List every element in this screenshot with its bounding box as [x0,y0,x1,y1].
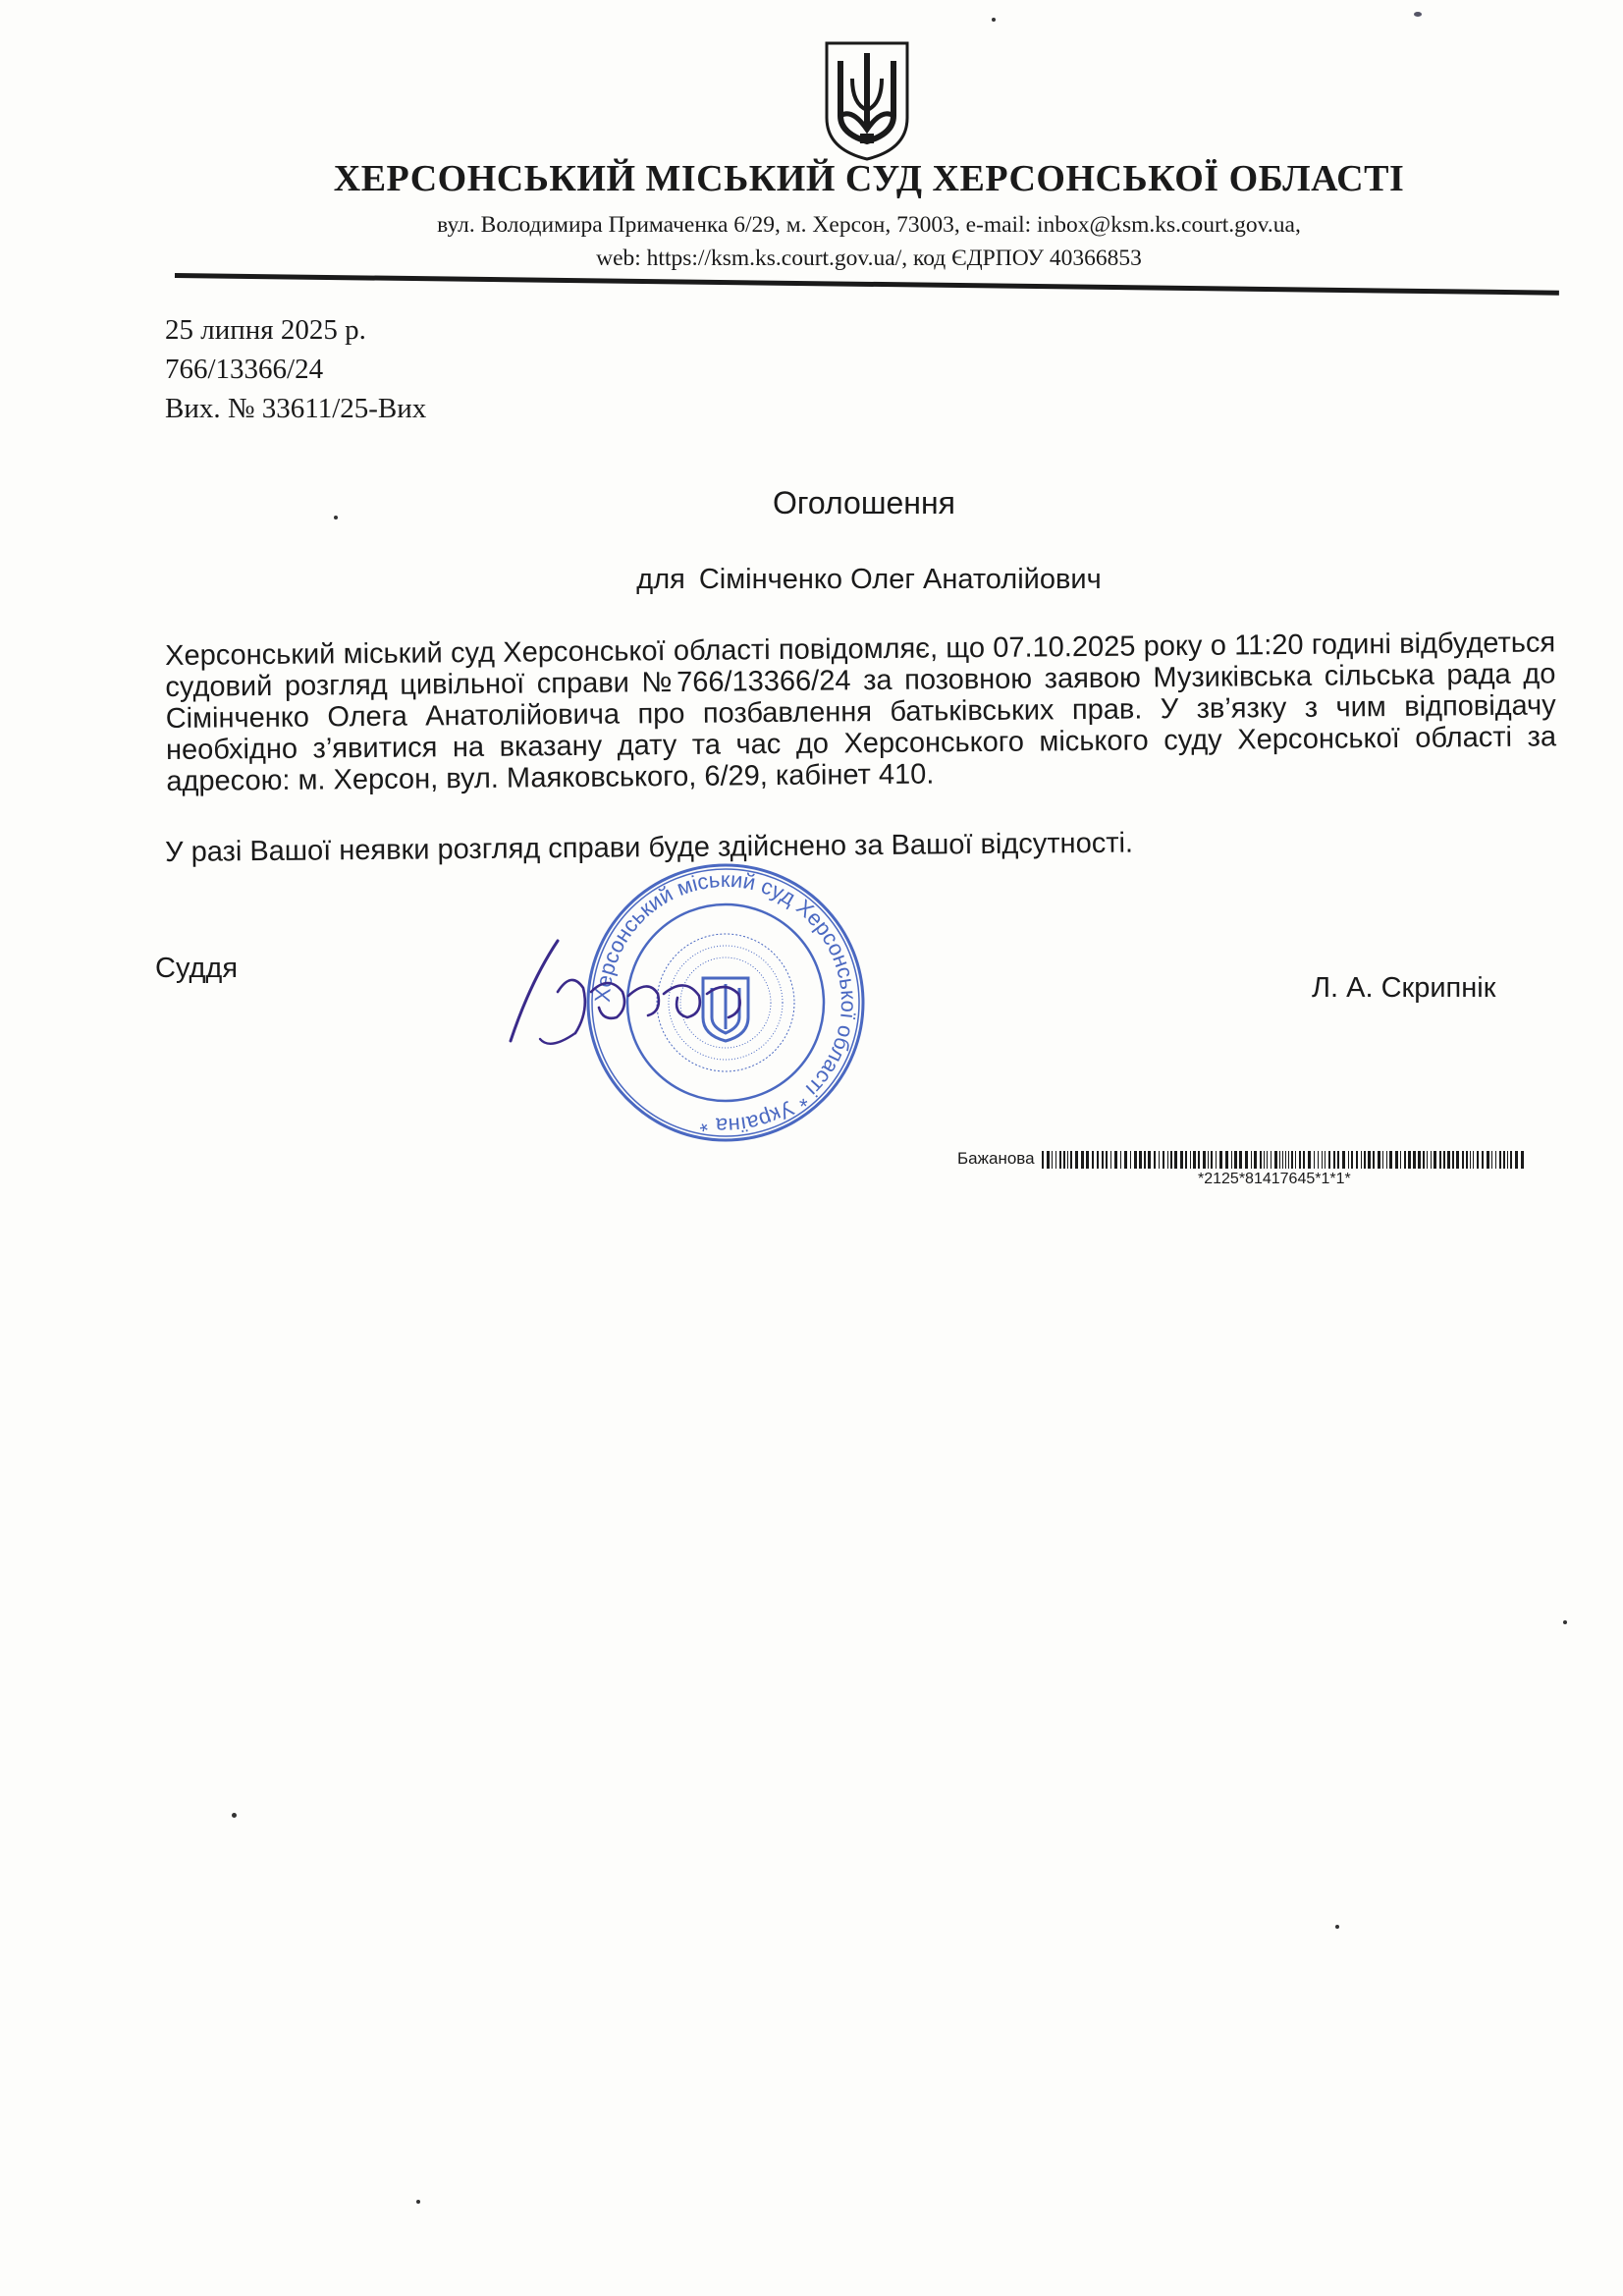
barcode-bar [1167,1151,1168,1169]
barcode-bar [1260,1151,1262,1169]
barcode-bar [1487,1151,1489,1169]
barcode-bar [1086,1151,1089,1169]
barcode-bar [1279,1151,1280,1169]
absence-notice: У разі Вашої неявки розгляд справи буде здійснено за Вашої відсутності. [165,827,1134,868]
document-date: 25 липня 2025 р. [165,314,366,346]
barcode-bar [1348,1151,1349,1169]
barcode-bar [1288,1151,1289,1169]
recipient-prefix: для [636,564,685,595]
barcode-bar [1067,1151,1068,1169]
barcode-bar [1047,1151,1050,1169]
barcode-bar [1507,1151,1508,1169]
court-name: ХЕРСОНСЬКИЙ МІСЬКИЙ СУД ХЕРСОНСЬКОЇ ОБЛАСТІ [333,158,1405,199]
barcode-bar [1423,1151,1425,1169]
barcode-bar [1042,1151,1044,1169]
barcode-bar [1389,1151,1392,1169]
barcode-bar [1462,1151,1464,1169]
barcode-bar [1299,1151,1301,1169]
barcode-bar [1314,1151,1315,1169]
barcode-bar [1180,1151,1183,1169]
barcode-bar [1144,1151,1146,1169]
barcode-bar [1452,1151,1454,1169]
barcode-bar [1521,1151,1524,1169]
barcode-bar [1295,1151,1296,1169]
barcode-bar [1267,1151,1268,1169]
barcode-bar [1364,1151,1366,1169]
barcode-bar [1482,1151,1484,1169]
barcode-bar [1219,1151,1222,1169]
barcode-bar [1395,1151,1398,1169]
barcode-bar [1163,1151,1164,1169]
case-number: 766/13366/24 [165,354,324,385]
scan-speck [416,2200,420,2204]
barcode-bar [1408,1151,1411,1169]
barcode-bar [1063,1151,1065,1169]
barcode-bar [1190,1151,1191,1169]
barcode-bar [1413,1151,1416,1169]
barcode-bar [1386,1151,1387,1169]
barcode-bar [1434,1151,1436,1169]
barcode-bar [1439,1151,1441,1169]
barcode-bar [1110,1151,1111,1169]
barcode-icon [1042,1151,1527,1169]
barcode-bar [1251,1151,1252,1169]
barcode-bar [1239,1151,1242,1169]
barcode-bar [1351,1151,1353,1169]
coat-of-arms-icon [823,39,911,163]
judge-signature [481,923,776,1070]
barcode-bar [1124,1151,1127,1169]
document-barcode [957,1147,1546,1206]
scan-speck [1563,1620,1567,1624]
barcode-bar [1225,1151,1228,1169]
announcement-title: Оголошення [773,485,955,520]
barcode-bar [1120,1151,1121,1169]
barcode-bar [1466,1151,1468,1169]
scan-speck [232,1813,237,1818]
barcode-bar [1282,1151,1283,1169]
signer-name: Л. А. Скрипнік [1312,972,1496,1004]
recipient-name: Сімінченко Олег Анатолійович [698,564,1102,595]
barcode-bar [1264,1151,1265,1169]
barcode-bar [1081,1151,1084,1169]
barcode-bar [1447,1151,1450,1169]
barcode-bar [1208,1151,1209,1169]
barcode-bar [1382,1151,1383,1169]
barcode-bar [1148,1151,1151,1169]
barcode-clerk-name: Бажанова [957,1149,1035,1168]
scan-speck [1335,1925,1339,1929]
barcode-bar [1400,1151,1401,1169]
barcode-bar [1510,1151,1512,1169]
barcode-bar [1495,1151,1496,1169]
barcode-bar [1097,1151,1099,1169]
barcode-bar [1515,1151,1518,1169]
barcode-bar [1361,1151,1362,1169]
barcode-bar [1170,1151,1172,1169]
barcode-bar [1291,1151,1293,1169]
barcode-bar [1356,1151,1358,1169]
barcode-bar [1274,1151,1277,1169]
barcode-bar [1404,1151,1406,1169]
barcode-bar [1285,1151,1286,1169]
barcode-bar [1114,1151,1117,1169]
barcode-bar [1418,1151,1421,1169]
outgoing-number: Вих. № 33611/25-Вих [165,393,427,424]
barcode-bar [1456,1151,1459,1169]
barcode-bar [1234,1151,1237,1169]
barcode-bar [1328,1151,1330,1169]
signer-role: Суддя [155,953,239,984]
barcode-bar [1342,1151,1345,1169]
recipient-line [0,564,1623,596]
barcode-bar [1154,1151,1156,1169]
barcode-bar [1159,1151,1160,1169]
barcode-bar [1198,1151,1200,1169]
barcode-bar [1503,1151,1505,1169]
barcode-bar [1106,1151,1108,1169]
barcode-bar [1303,1151,1305,1169]
scan-speck [992,18,996,22]
barcode-bar [1055,1151,1056,1169]
barcode-bar [1308,1151,1311,1169]
barcode-bar [1059,1151,1061,1169]
scan-speck [334,516,338,519]
court-web-and-code: web: https://ksm.ks.court.gov.ua/, код ЄДРПОУ 40366853 [596,246,1142,271]
barcode-bar [1211,1151,1213,1169]
announcement-body: Херсонський міський суд Херсонської області повідомляє, що 07.10.2025 року о 11:20 годині відбудеться судовий розгляд цивільної справи №766/13366/24 за позовною заявою Музиківська сільська рада до Сімінченко Олега Анатолійовича про позбавлення батьківських прав. У зв’язку з чим відповідачу необхідно з’явитися на вказану дату та час до Херсонського міського суду Херсонської області за адресою: м. Херсон, вул. Маяковського, 6/29, кабінет 410. [165,627,1557,797]
barcode-bar [1139,1151,1142,1169]
barcode-bar [1470,1151,1471,1169]
barcode-bar [1477,1151,1479,1169]
barcode-bar [1193,1151,1196,1169]
barcode-bar [1185,1151,1187,1169]
barcode-bar [1322,1151,1323,1169]
barcode-bar [1203,1151,1206,1169]
barcode-code: *2125*81417645*1*1* [1198,1171,1351,1187]
barcode-bar [1499,1151,1501,1169]
barcode-bar [1102,1151,1104,1169]
barcode-bar [1245,1151,1248,1169]
barcode-bar [1052,1151,1053,1169]
barcode-bar [1070,1151,1072,1169]
barcode-bar [1373,1151,1375,1169]
header-divider [175,273,1559,296]
court-address: вул. Володимира Примаченка 6/29, м. Херсон, 73003, e-mail: inbox@ksm.ks.court.gov.ua, [437,212,1301,238]
barcode-bar [1092,1151,1094,1169]
barcode-bar [1130,1151,1131,1169]
barcode-bar [1134,1151,1137,1169]
barcode-bar [1333,1151,1335,1169]
barcode-bar [1368,1151,1371,1169]
barcode-bar [1427,1151,1428,1169]
barcode-bar [1431,1151,1432,1169]
stamp-outer-text: Херсонський міський суд Херсонської області * Україна * [589,866,862,1139]
barcode-bar [1075,1151,1078,1169]
barcode-bar [1378,1151,1380,1169]
barcode-bar [1473,1151,1474,1169]
barcode-bar [1337,1151,1339,1169]
scan-speck [1414,12,1422,17]
barcode-bar [1318,1151,1319,1169]
barcode-bar [1174,1151,1177,1169]
barcode-bar [1216,1151,1217,1169]
barcode-bar [1231,1151,1232,1169]
barcode-bar [1443,1151,1445,1169]
barcode-bar [1254,1151,1257,1169]
barcode-bar [1491,1151,1492,1169]
